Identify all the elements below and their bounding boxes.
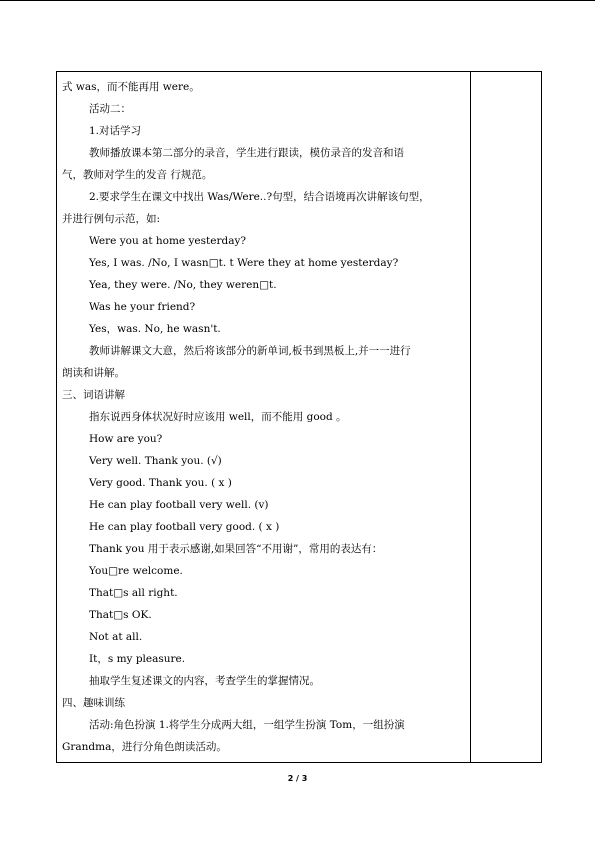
page-number: 2 / 3 <box>287 774 308 783</box>
top-rule <box>0 0 595 1</box>
text-line: 并进行例句示范，如: <box>62 213 161 225</box>
text-line: 气，教师对学生的发音 行规范。 <box>62 169 213 181</box>
text-line: Very good. Thank you. ( x ) <box>89 477 232 489</box>
text-line: Not at all. <box>89 631 143 643</box>
text-line: It，s my pleasure. <box>89 653 186 665</box>
text-line: That□s OK. <box>89 609 152 621</box>
text-line: Was he your friend? <box>89 301 196 313</box>
text-line: He can play football very well. (v) <box>89 499 269 511</box>
text-line: Thank you 用于表示感谢,如果回答“不用谢”，常用的表达有： <box>89 543 383 555</box>
text-line: 教师播放课本第二部分的录音，学生进行跟读，模仿录音的发音和语 <box>89 147 404 159</box>
table-column-divider <box>470 71 471 763</box>
text-line: Were you at home yesterday? <box>89 235 247 247</box>
text-line: He can play football very good. ( x ) <box>89 521 280 533</box>
text-line: How are you? <box>89 433 163 445</box>
text-line: Yea, they were. /No, they weren□t. <box>89 279 277 291</box>
text-line: 活动:角色扮演 1.将学生分成两大组，一组学生扮演 Tom，一组扮演 <box>89 719 405 731</box>
text-line: 朗读和讲解。 <box>62 367 125 379</box>
text-line: Yes，was. No, he wasn't. <box>89 323 221 335</box>
text-line: 三、词语讲解 <box>62 389 125 401</box>
text-line: 2.要求学生在课文中找出 Was/Were..?句型，结合语境再次讲解该句型， <box>89 191 430 203</box>
text-line: 教师讲解课文大意，然后将该部分的新单词,板书到黑板上,并一一进行 <box>89 345 411 357</box>
text-line: 活动二： <box>89 103 131 115</box>
text-line: Grandma，进行分角色朗读活动。 <box>62 741 227 753</box>
text-line: 四、趣味训练 <box>62 697 125 709</box>
text-line: That□s all right. <box>89 587 178 599</box>
lesson-content <box>62 76 466 758</box>
text-line: 1.对话学习 <box>89 125 142 137</box>
text-line: 指东说西身体状况好时应该用 well，而不能用 good 。 <box>89 411 347 423</box>
text-line: Very well. Thank you. (√) <box>89 455 222 467</box>
text-line: You□re welcome. <box>89 565 183 577</box>
text-line: 抽取学生复述课文的内容，考查学生的掌握情况。 <box>89 675 320 687</box>
text-line: Yes, I was. /No, I wasn□t. t Were they at home yesterday? <box>89 257 399 269</box>
text-line: 式 was，而不能再用 were。 <box>62 81 200 93</box>
